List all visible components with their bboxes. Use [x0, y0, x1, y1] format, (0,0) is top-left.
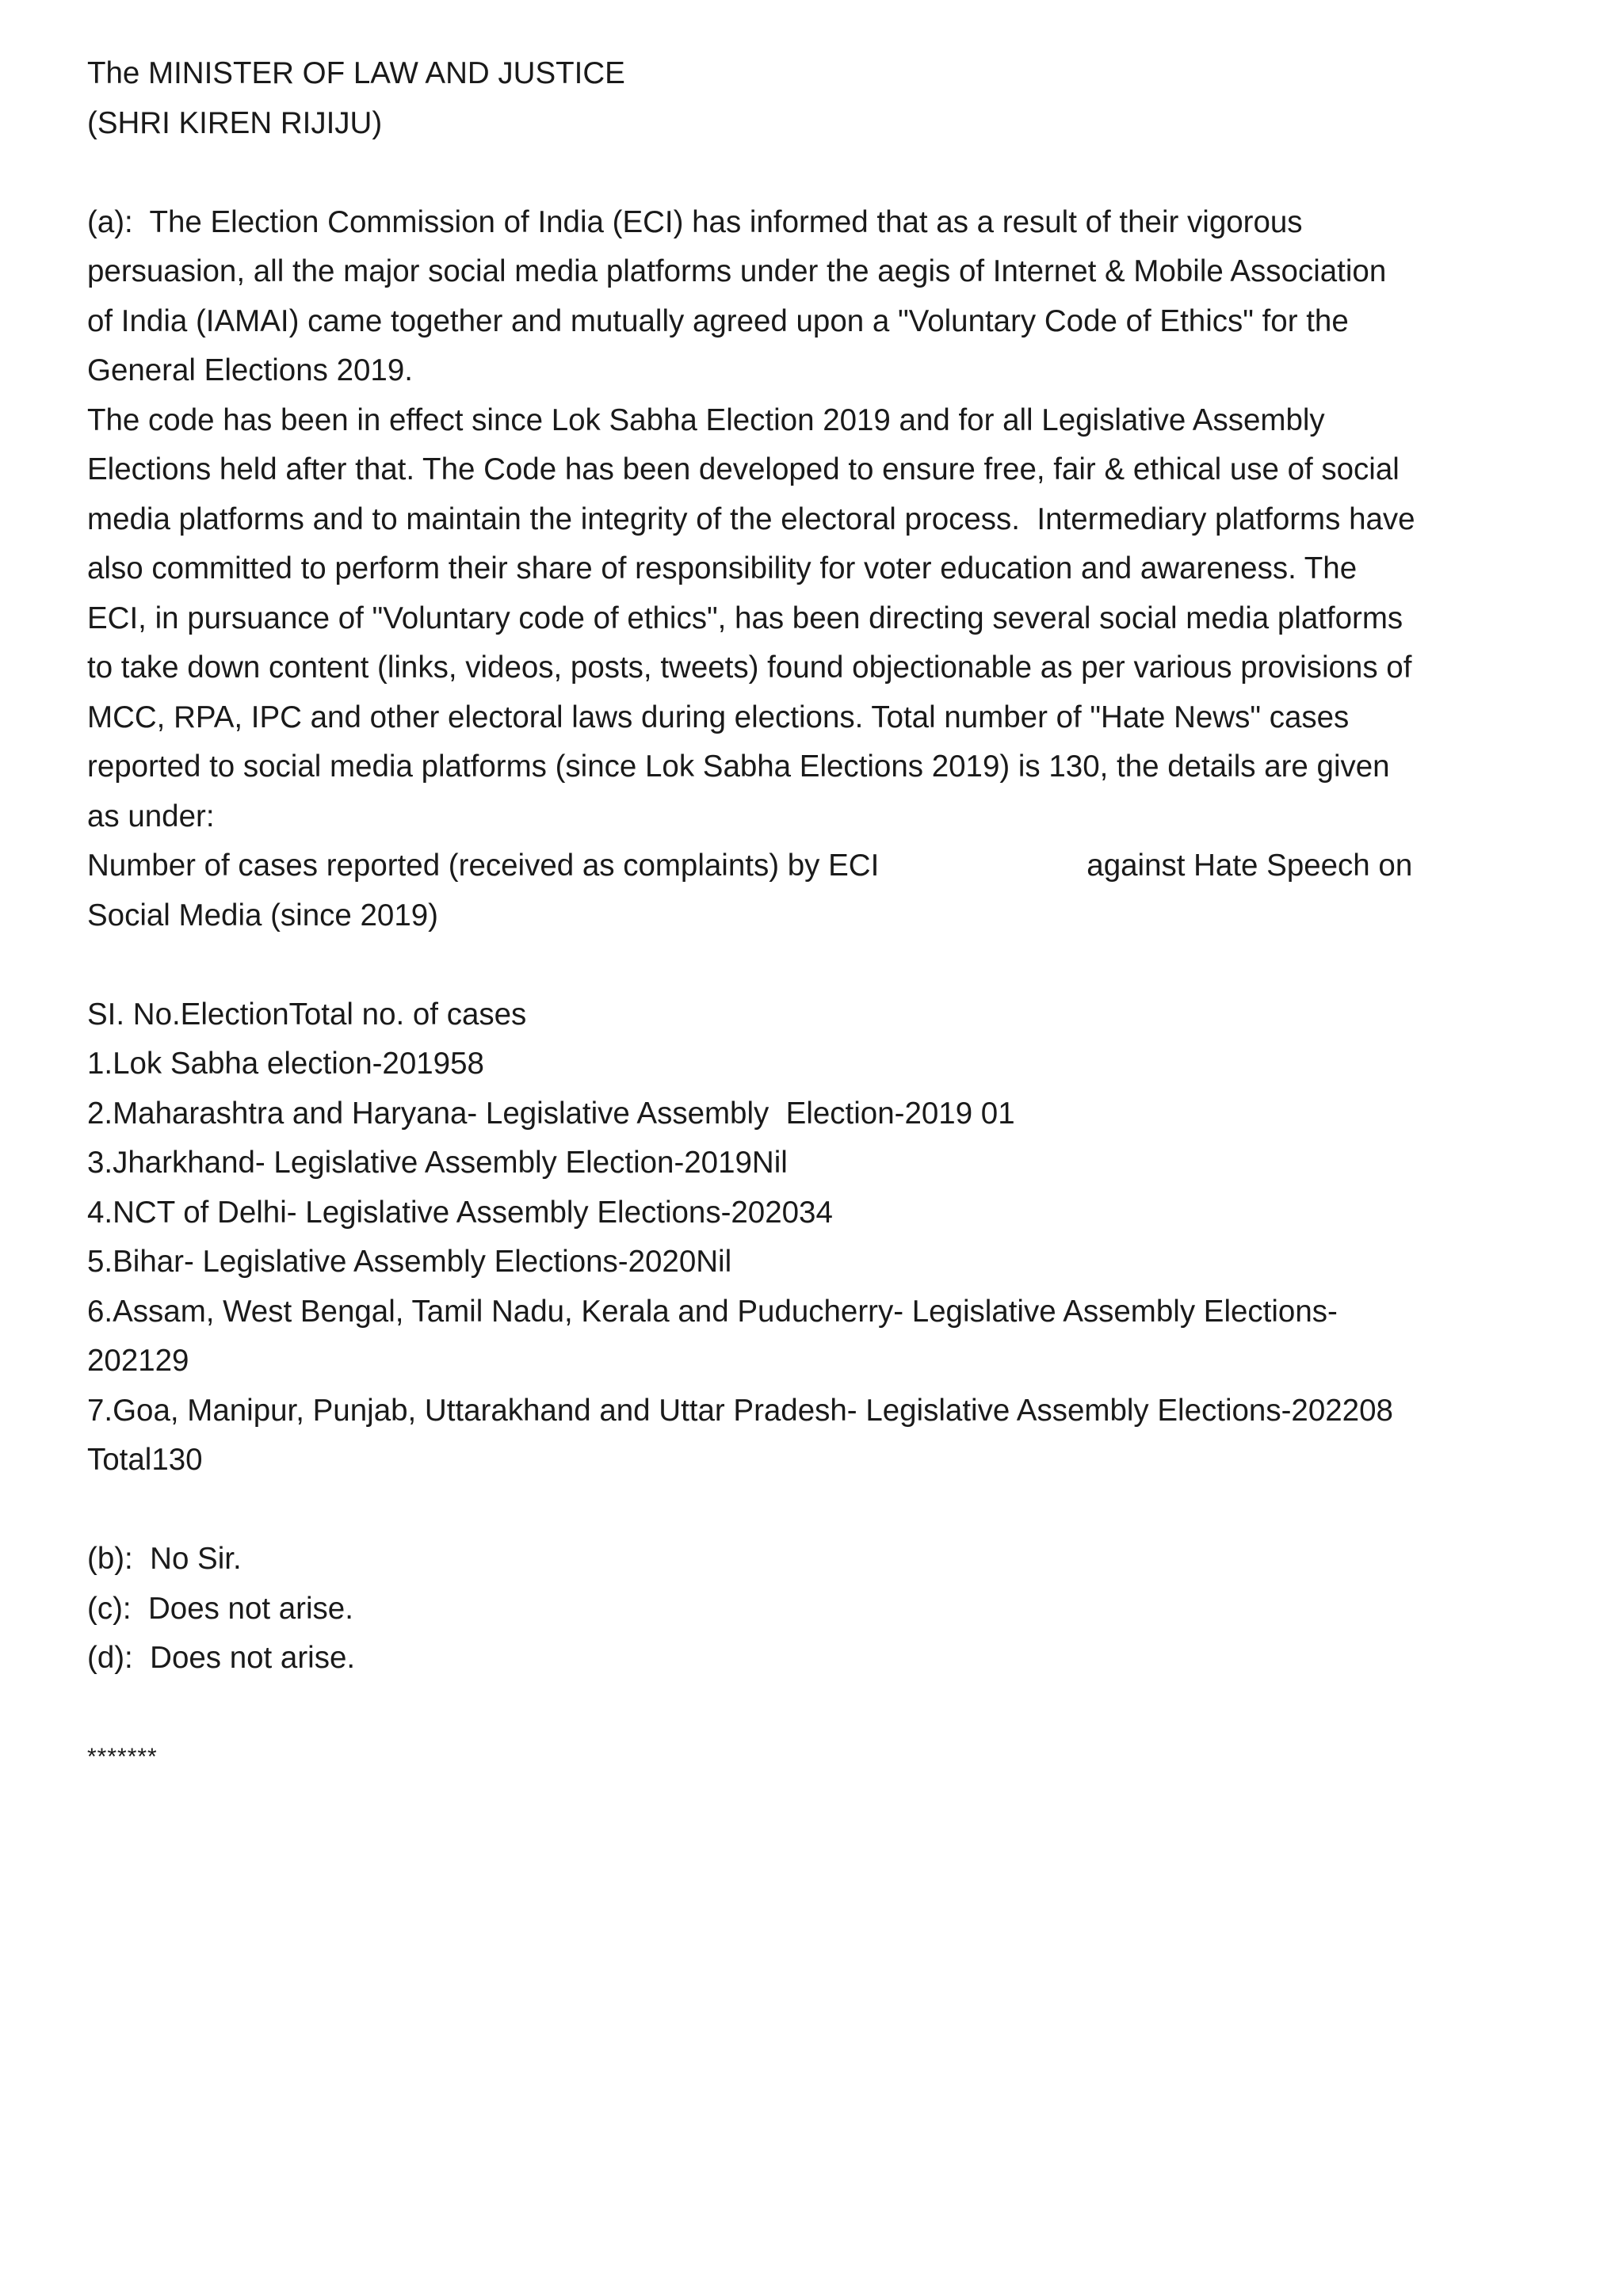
table-row: 202129	[87, 1344, 189, 1378]
spacer	[87, 1486, 1537, 1535]
answer-a-line: The code has been in effect since Lok Sabha Election 2019 and for all Legislative Assembly	[87, 402, 1325, 437]
table-header: SI. No.ElectionTotal no. of cases	[87, 997, 527, 1032]
table-row: 6.Assam, West Bengal, Tamil Nadu, Kerala and Puducherry- Legislative Assembly Elections-	[87, 1294, 1338, 1329]
table-total-row: Total130	[87, 1443, 203, 1477]
answer-b: (b): No Sir.	[87, 1542, 242, 1576]
table-row: 1.Lok Sabha election-201958	[87, 1047, 484, 1081]
minister-name: (SHRI KIREN RIJIJU)	[87, 105, 383, 140]
answer-a-line: (a): The Election Commission of India (ECI) has informed that as a result of their vigorous	[87, 204, 1303, 239]
table-caption	[87, 841, 1537, 891]
answer-a-line: persuasion, all the major social media platforms under the aegis of Internet & Mobile Association	[87, 254, 1387, 288]
spacer	[87, 1684, 1537, 1733]
table-caption-part2: against Hate Speech on	[1086, 849, 1413, 883]
table-caption-part1: Number of cases reported (received as complaints) by ECI	[87, 849, 880, 883]
spacer	[87, 148, 1537, 198]
answer-d: (d): Does not arise.	[87, 1641, 356, 1675]
answer-a-line: to take down content (links, videos, posts, tweets) found objectionable as per various provisions of	[87, 650, 1412, 685]
answer-a-line: General Elections 2019.	[87, 353, 413, 387]
end-stars: *******	[87, 1744, 158, 1770]
answer-a-line: ECI, in pursuance of "Voluntary code of ethics", has been directing several social media platforms	[87, 601, 1403, 635]
answer-a-line: media platforms and to maintain the integrity of the electoral process. Intermediary platforms have	[87, 502, 1415, 536]
answer-a-line: reported to social media platforms (since Lok Sabha Elections 2019) is 130, the details are given	[87, 749, 1390, 784]
answer-a-line: Elections held after that. The Code has been developed to ensure free, fair & ethical use of social	[87, 452, 1400, 486]
table-row: 7.Goa, Manipur, Punjab, Uttarakhand and Uttar Pradesh- Legislative Assembly Elections-202208	[87, 1393, 1393, 1428]
minister-title: The MINISTER OF LAW AND JUSTICE	[87, 56, 625, 90]
cases-table	[87, 990, 1537, 1486]
table-caption-line2: Social Media (since 2019)	[87, 898, 438, 933]
table-row: 4.NCT of Delhi- Legislative Assembly Elections-202034	[87, 1195, 833, 1230]
answer-c: (c): Does not arise.	[87, 1591, 353, 1626]
table-row: 3.Jharkhand- Legislative Assembly Election-2019Nil	[87, 1146, 788, 1180]
answer-a-line: of India (IAMAI) came together and mutually agreed upon a "Voluntary Code of Ethics" for the	[87, 303, 1349, 338]
table-row: 5.Bihar- Legislative Assembly Elections-2020Nil	[87, 1245, 732, 1279]
answer-a-line: also committed to perform their share of responsibility for voter education and awareness. The	[87, 551, 1358, 585]
answer-a-line: as under:	[87, 799, 215, 833]
answer-a-paragraph	[87, 198, 1537, 941]
answer-a-line: MCC, RPA, IPC and other electoral laws during elections. Total number of "Hate News" cases	[87, 700, 1350, 734]
document-page	[87, 49, 1537, 1783]
spacer	[87, 940, 1537, 990]
table-row: 2.Maharashtra and Haryana- Legislative Assembly Election-2019 01	[87, 1096, 1015, 1131]
